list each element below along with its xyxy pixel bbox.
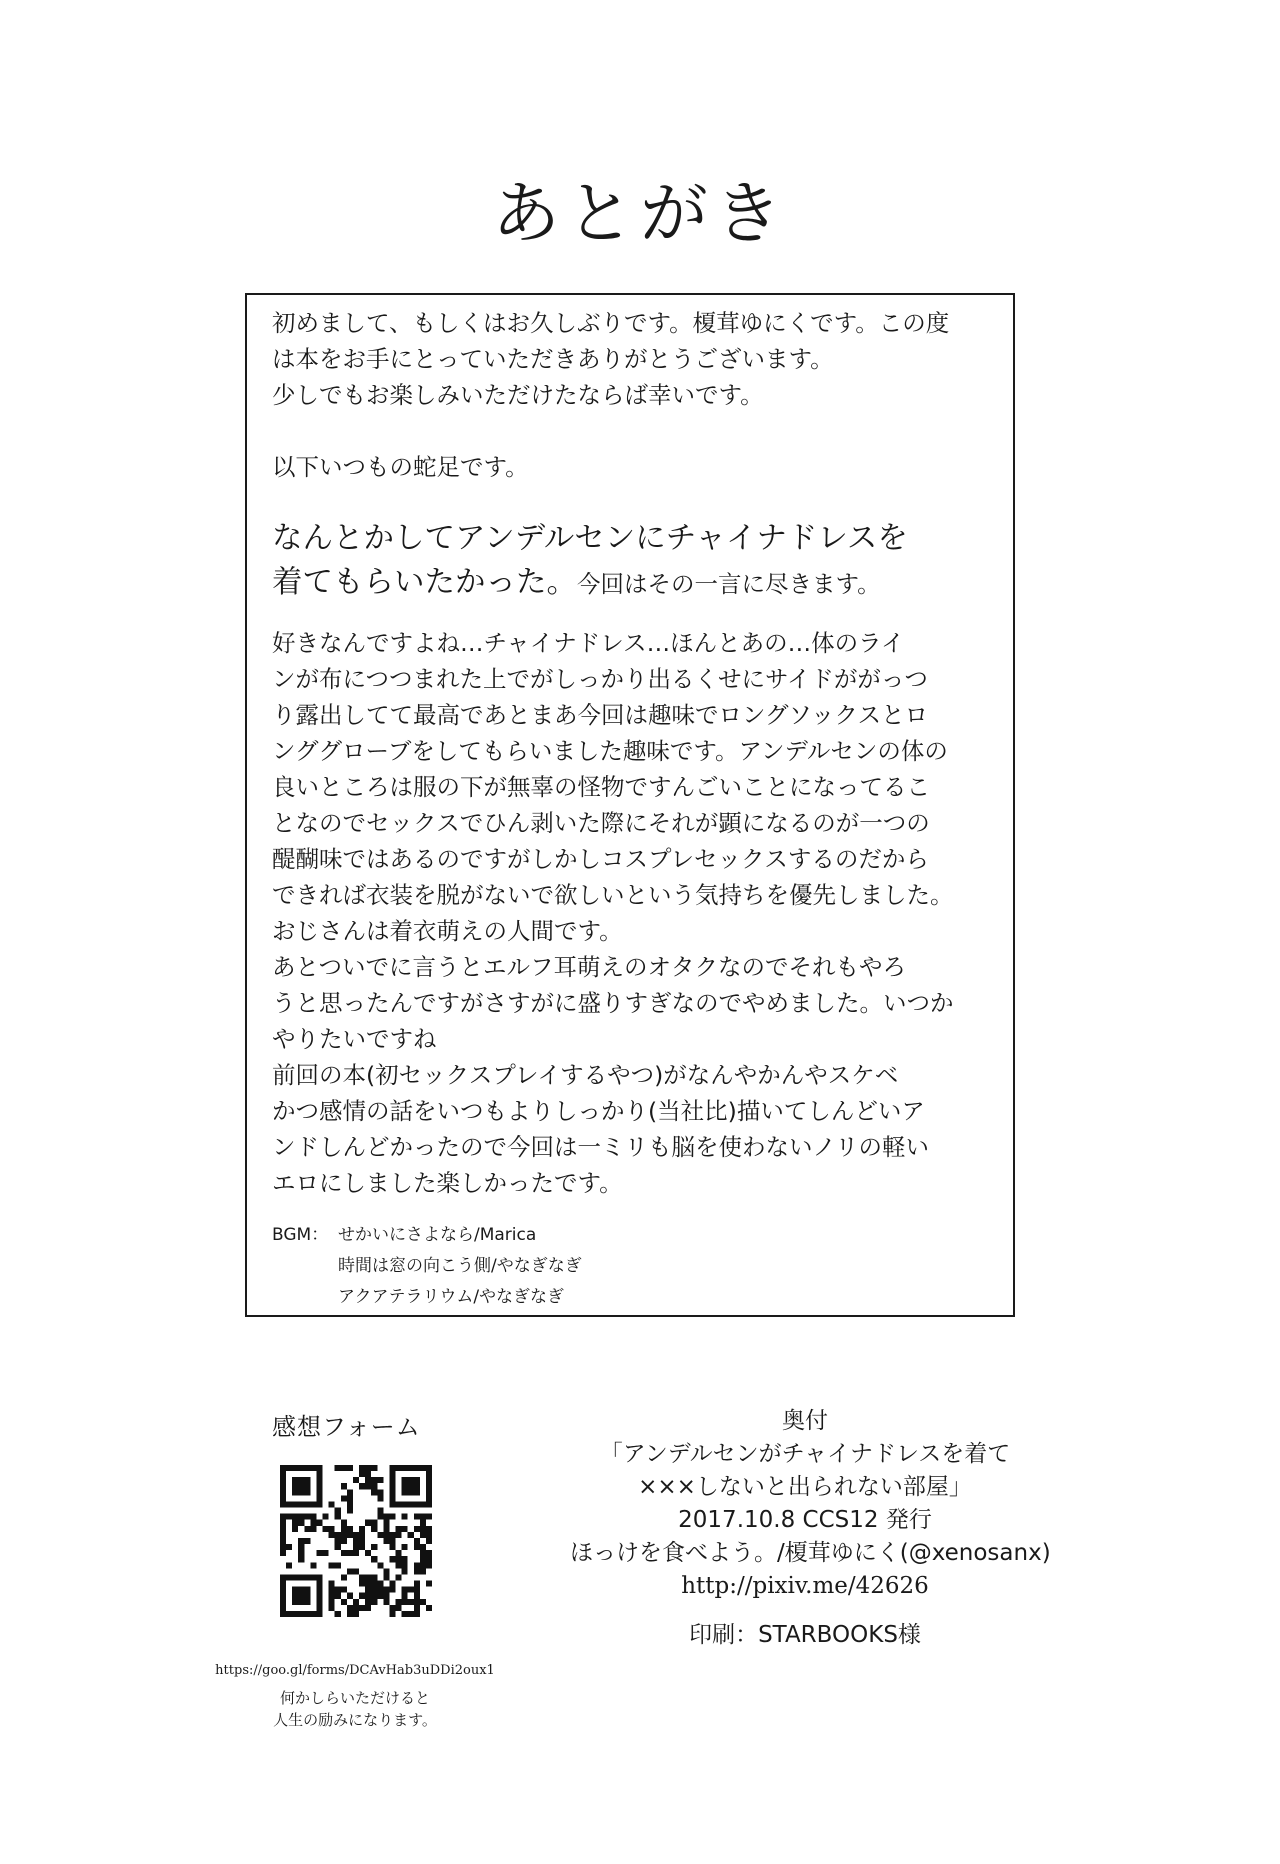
circle-author: ほっけを食べよう。/榎茸ゆにく(@xenosanx) <box>570 1540 1051 1566</box>
colophon <box>570 1405 1051 1652</box>
colophon-heading: 奥付 <box>782 1408 828 1434</box>
intro-line: 初めまして、もしくはお久しぶりです。榎茸ゆにくです。この度 <box>272 309 950 337</box>
body-line: できれば衣装を脱がないで欲しいという気持ちを優先しました。 <box>272 881 954 909</box>
headline-line: なんとかしてアンデルセンにチャイナドレスを <box>272 521 908 556</box>
printer-credit: 印刷：STARBOOKS様 <box>689 1622 921 1648</box>
bgm-item: アクアテラリウム/やなぎなぎ <box>338 1287 565 1307</box>
digression-line: 以下いつもの蛇足です。 <box>272 453 529 481</box>
feedback-note <box>170 1687 540 1731</box>
body-line: やりたいですね <box>272 1025 437 1053</box>
pixiv-link[interactable]: http://pixiv.me/42626 <box>681 1573 929 1599</box>
page-title: あとがき <box>491 175 788 254</box>
feedback-form-label: 感想フォーム <box>272 1413 421 1441</box>
headline-line <box>272 561 881 606</box>
headline-tail: 今回はその一言に尽きます。 <box>577 570 881 598</box>
body-line: おじさんは着衣萌えの人間です。 <box>272 917 623 945</box>
body-line: あとついでに言うとエルフ耳萌えのオタクなのでそれもやろ <box>272 953 907 981</box>
body-line: となのでセックスでひん剥いた際にそれが顕になるのが一つの <box>272 809 930 837</box>
body-line: り露出してて最高であとまあ今回は趣味でロングソックスとロ <box>272 701 929 729</box>
feedback-note-line: 何かしらいただけると <box>279 1689 430 1707</box>
body-line: 好きなんですよね…チャイナドレス…ほんとあの…体のライ <box>272 629 905 657</box>
bgm-label: BGM： <box>272 1225 329 1245</box>
book-title-line: ×××しないと出られない部屋」 <box>638 1474 972 1500</box>
body-line: 醍醐味ではあるのですがしかしコスプレセックスするのだから <box>272 845 929 873</box>
headline-emphasis: 着てもらいたかった。 <box>272 565 577 600</box>
book-title-line: 「アンデルセンがチャイナドレスを着て <box>599 1441 1011 1467</box>
afterword-box <box>245 293 1015 1317</box>
intro-line: は本をお手にとっていただきありがとうございます。 <box>272 345 834 373</box>
body-line: ンドしんどかったので今回は一ミリも脳を使わないノリの軽い <box>272 1133 930 1161</box>
feedback-note-line: 人生の励みになります。 <box>273 1711 437 1729</box>
bgm-list <box>272 1220 582 1313</box>
publication-date: 2017.10.8 CCS12 発行 <box>678 1507 932 1533</box>
body-line: 良いところは服の下が無辜の怪物ですんごいことになってるこ <box>272 773 930 801</box>
bgm-item: せかいにさよなら/Marica <box>338 1225 537 1245</box>
body-line: ンググローブをしてもらいました趣味です。アンデルセンの体の <box>272 737 948 765</box>
bgm-item: 時間は窓の向こう側/やなぎなぎ <box>338 1256 582 1276</box>
body-line: かつ感情の話をいつもよりしっかり(当社比)描いてしんどいア <box>272 1097 925 1125</box>
body-line: エロにしました楽しかったです。 <box>272 1169 623 1197</box>
body-line: 前回の本(初セックスプレイするやつ)がなんやかんやスケベ <box>272 1061 899 1089</box>
qr-code-icon[interactable] <box>280 1465 432 1617</box>
body-line: うと思ったんですがさすがに盛りすぎなのでやめました。いつか <box>272 989 954 1017</box>
feedback-url[interactable]: https://goo.gl/forms/DCAvHab3uDDi2oux1 <box>215 1663 495 1678</box>
intro-line: 少しでもお楽しみいただけたならば幸いです。 <box>272 381 764 409</box>
body-line: ンが布につつまれた上でがしっかり出るくせにサイドががっつ <box>272 665 928 693</box>
